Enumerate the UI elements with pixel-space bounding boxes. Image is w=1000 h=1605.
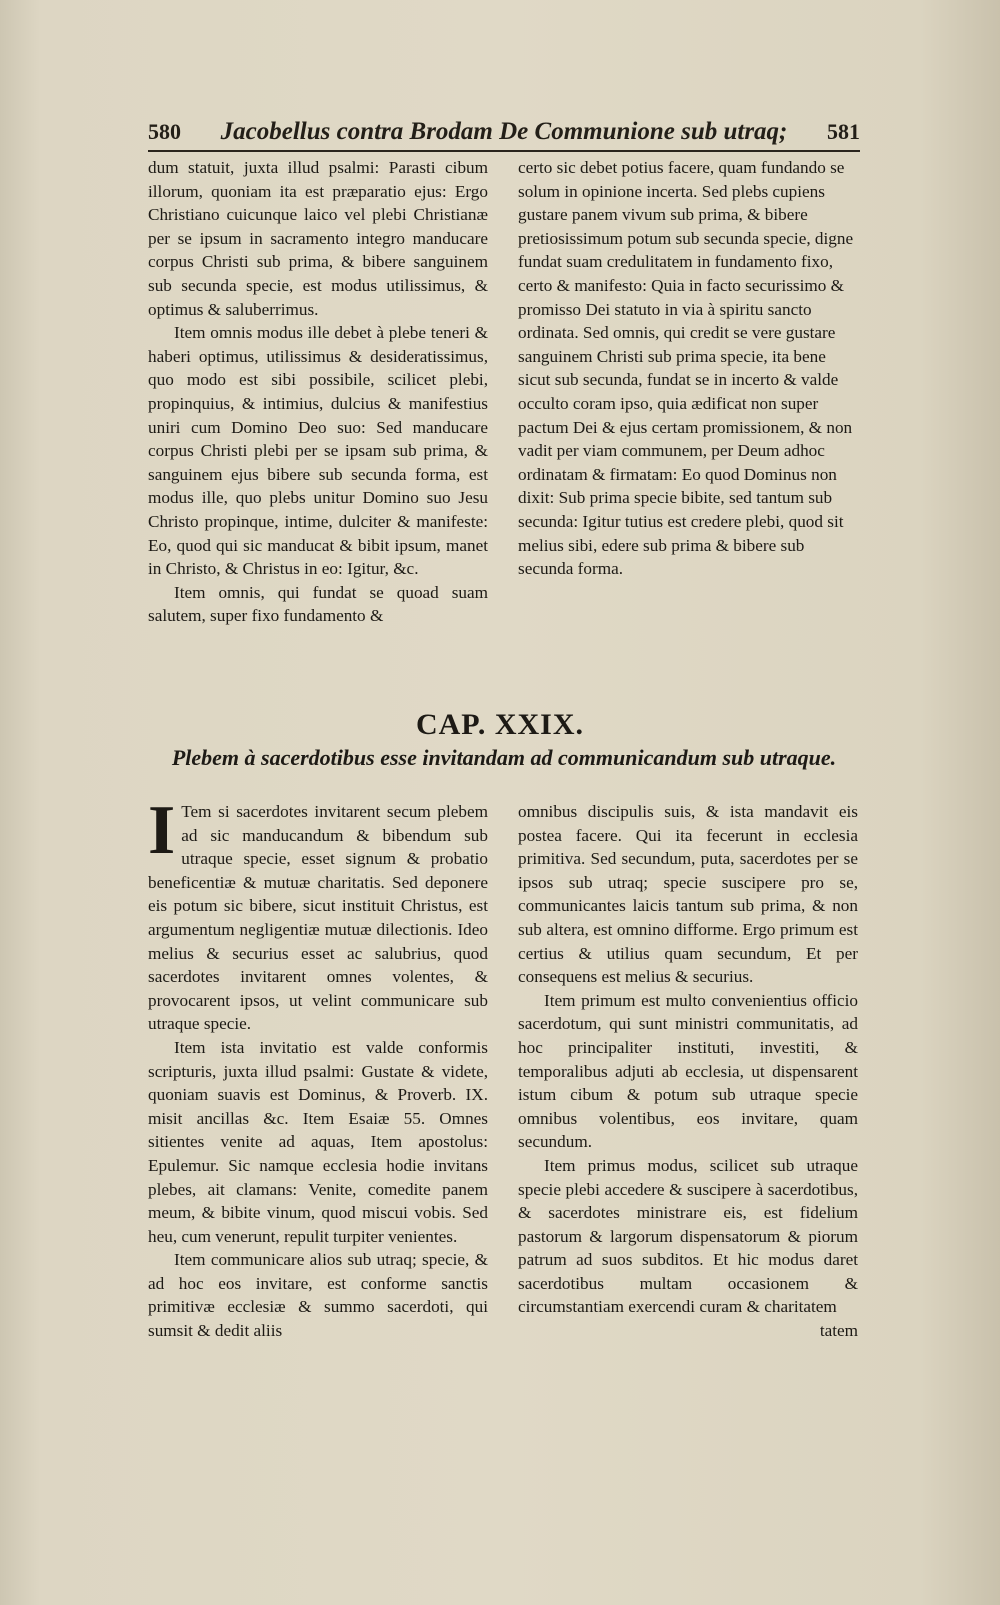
paragraph xyxy=(148,792,488,1036)
paragraph: Item communicare alios sub utraq; specie, & ad hoc eos invitare, est conforme sanctis primitivæ ecclesiæ & summo sacerdoti, qui sumsit & dedit aliis xyxy=(148,1250,488,1341)
top-right-column xyxy=(518,156,858,581)
running-title: Jacobellus contra Brodam De Communione sub utraq; xyxy=(220,118,788,145)
paragraph: Item primus modus, scilicet sub utraque specie plebi accedere & suscipere à sacerdotibus, & sacerdotes ministrare eis, est fidelium pastorum & largorum dispensatorum & piorum patrum ad suos subditos. Et hic modus daret sacerdotibus multam occasionem & circumstantiam exercendi curam & charitatem xyxy=(518,1155,858,1317)
paragraph: Item ista invitatio est valde conformis scripturis, juxta illud psalmi: Gustate & videte, quoniam suavis est Dominus, & Proverb. IX. misit ancillas &c. Item Esaiæ 55. Omnes sitientes venite ad aquas, Item apostolus: Epulemur. Sic namque ecclesia hodie invitans plebes, ait clamans: Venite, comedite panem meum, & bibite vinum, quod miscui vobis. Sed heu, cum venerunt, repulit turpiter venientes. xyxy=(148,1037,488,1246)
top-left-column xyxy=(148,156,488,628)
running-header xyxy=(148,118,860,146)
paragraph-text: Tem si sacerdotes invitarent secum plebem ad sic manducandum & bibendum sub utraque specie, esset signum & probatio beneficentiæ & mutuæ charitatis. Sed deponere eis potum sic bibere, sicut instituit Christus, est argumentum negligentiæ mutuæ dilectionis. Ideo melius & securius esset ac salubrius, quod sacerdotes invitarent omnes volentes, & provocarent ipsos, ut velint communicare sub utraque specie. xyxy=(148,802,488,1034)
paragraph: dum statuit, juxta illud psalmi: Parasti cibum illorum, quoniam ita est præparatio ejus: Ergo Christiano cuicunque laico vel plebi Christianæ per se ipsum in sacramento integro manducare corpus Christi sub prima, & bibere sanguinem sub secunda specie, est modus utilissimus, & optimus & saluberrimus. xyxy=(148,158,488,319)
chapter-number: CAP. XXIX. xyxy=(415,708,585,741)
catchword: tatem xyxy=(819,1321,858,1341)
paragraph: omnibus discipulis suis, & ista mandavit eis postea facere. Qui ita fecerunt in ecclesia primitiva. Sed secundum, puta, sacerdotes per se ipsos sub utraq; specie suscipere pro se, communicantes laicis tantum sub prima, & non sub altera, est omnino difforme. Ergo primum est certius & utilius quam secundum, Et per consequens est melius & securius. xyxy=(518,802,858,987)
paragraph: Item primum est multo convenientius officio sacerdotum, qui sunt ministri communitatis, ad hoc principaliter instituti, investiti, & temporalibus adjuti ab ecclesia, ut dispensarent istum cibum & potum sub utraque specie omnibus volentibus, eos invitare, quam secundum. xyxy=(518,990,858,1152)
header-rule xyxy=(148,150,860,152)
left-page-number: 580 xyxy=(148,119,181,144)
paragraph: Item omnis modus ille debet à plebe teneri & haberi optimus, utilissimus & desideratissimus, quo modo est sibi possibile, scilicet plebi, propinquius, & intimius, dulcius & manifestius uniri cum Domino Deo suo: Sed manducare corpus Christi plebi per se ipsam sub prima, & sanguinem ejus bibere sub secunda forma, est modus ille, quo plebs unitur Domino suo Jesu Christo propinque, intime, dulciter & manifeste: Eo, quod qui sic manducat & bibit ipsum, manet in Christo, & Christus in eo: Igitur, &c. xyxy=(148,323,488,579)
drop-cap: I xyxy=(148,792,176,869)
right-page-number: 581 xyxy=(827,119,860,144)
chapter-title: Plebem à sacerdotibus esse invitandam ad communicandum sub utraque. xyxy=(171,745,837,770)
bottom-right-column xyxy=(518,800,858,1343)
paragraph: Item omnis, qui fundat se quoad suam salutem, super fixo fundamento & xyxy=(148,582,488,626)
paragraph: certo sic debet potius facere, quam fundando se solum in opinione incerta. Sed plebs cupiens gustare panem vivum sub prima, & bibere pretiosissimum potum sub secunda specie, digne fundat suam credulitatem in fundamento fixo, certo & manifesto: Quia in facto securissimo & promisso Dei statuto in via à spiritu sancto ordinata. Sed omnis, qui credit se vere gustare sanguinem Christi sub prima specie, ita bene sicut sub secunda, fundat se in incerto & valde occulto coram ipso, quia ædificat non super pactum Dei & ejus certam promissionem, & non vadit per viam communem, per Deum adhoc ordinatam & firmatam: Eo quod Dominus non dixit: Sub prima specie bibite, sed tantum sub secunda: Igitur tutius est credere plebi, quod sit melius sibi, edere sub prima & bibere sub secunda forma. xyxy=(518,158,854,579)
bottom-left-column xyxy=(148,792,488,1343)
